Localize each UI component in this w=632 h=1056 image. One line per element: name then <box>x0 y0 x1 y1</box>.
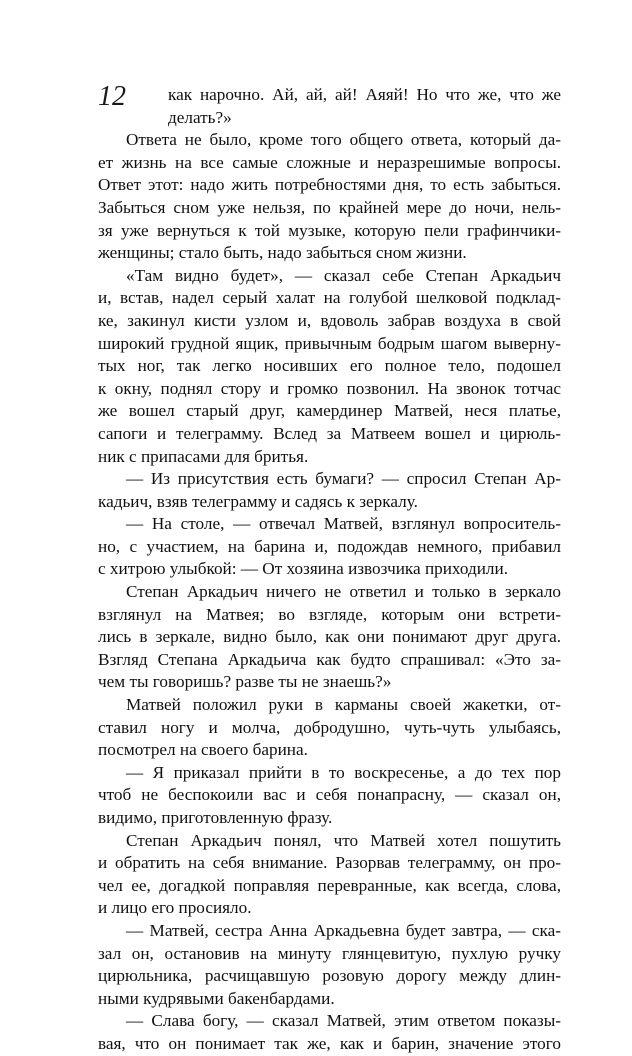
text-line: кадьич, взяв телеграмму и садясь к зеркалу. <box>98 491 418 511</box>
text-line: чел ее, догадкой поправляя перевранные, как всегда, слова, <box>98 875 561 895</box>
text-line: и лицо его просияло. <box>98 898 252 918</box>
text-line: ник с припасами для бритья. <box>98 446 309 466</box>
text-line: — Из присутствия есть бумаги? — спросил Степан Ар- <box>126 469 561 489</box>
text-line: же вошел старый друг, камердинер Матвей, неся платье, <box>98 401 561 421</box>
text-line: Ответа не было, кроме того общего ответа, который да- <box>126 130 561 150</box>
text-line: видимо, приготовленную фразу. <box>98 808 333 827</box>
text-line: — Матвей, сестра Анна Аркадьевна будет завтра, — ска- <box>126 920 561 940</box>
text-line: ке, закинул кисти узлом и, вдоволь забрав воздуха в свой <box>98 310 561 330</box>
text-line: ставил ногу и молча, добродушно, чуть-чуть улыбаясь, <box>98 717 561 737</box>
text-line: — Слава богу, — сказал Матвей, этим ответом показы- <box>126 1011 561 1031</box>
text-line: как нарочно. Ай, ай, ай! Аяяй! Но что же, что же <box>168 85 561 104</box>
text-line: взглянул на Матвея; во взгляде, которым они встрети- <box>98 604 561 624</box>
text-line: Матвей положил руки в карманы своей жакетки, от- <box>126 695 561 715</box>
text-line: ет жизнь на все самые сложные и неразрешимые вопросы. <box>98 152 561 172</box>
text-line: — Я приказал прийти в то воскресенье, а до тех пор <box>126 762 561 782</box>
text-line: ными кудрявыми бакенбардами. <box>98 988 335 1008</box>
text-line: чтоб не беспокоили вас и себя понапрасну, — сказал он, <box>98 785 561 805</box>
text-line: — На столе, — отвечал Матвей, взглянул вопроситель- <box>126 514 561 534</box>
text-line: сапоги и телеграмму. Вслед за Матвеем вошел и цирюль- <box>98 423 561 443</box>
page-number: 12 <box>98 81 126 112</box>
text-line: Взгляд Степана Аркадьича как будто спрашивал: «Это за- <box>98 649 561 669</box>
text-line: но, с участием, на барина и, подождав немного, прибавил <box>98 536 561 556</box>
text-line: Забыться сном уже нельзя, по крайней мере до ночи, нель- <box>98 197 561 217</box>
text-line: к окну, поднял стору и громко позвонил. На звонок тотчас <box>98 378 561 398</box>
text-line: лись в зеркале, видно было, как они понимают друг друга. <box>98 627 561 647</box>
text-line: посмотрел на своего барина. <box>98 740 308 760</box>
text-line: и обратить на себя внимание. Разорвав телеграмму, он про- <box>98 853 561 873</box>
text-line: зал он, остановив на минуту глянцевитую, пухлую ручку <box>98 943 561 963</box>
text-line: чем ты говоришь? разве ты не знаешь?» <box>98 672 392 692</box>
text-line: зя уже вернуться к той музыке, которую пели графинчики- <box>98 220 561 240</box>
text-line: тых ног, так легко носивших его полное тело, подошел <box>98 356 561 376</box>
body-text <box>98 81 561 1056</box>
text-line: женщины; стало быть, надо забыться сном жизни. <box>98 243 467 263</box>
text-line: делать?» <box>168 107 232 127</box>
text-line: «Там видно будет», — сказал себе Степан Аркадьич <box>126 265 561 285</box>
text-line: Степан Аркадьич понял, что Матвей хотел пошутить <box>126 830 561 850</box>
text-line: с хитрою улыбкой: — От хозяина извозчика приходили. <box>98 559 508 579</box>
text-line: вая, что он понимает так же, как и барин, значение этого <box>98 1033 561 1053</box>
text-line: широкий грудной ящик, привычным бодрым шагом выверну- <box>98 333 561 353</box>
text-line: и, встав, надел серый халат на голубой шелковой подклад- <box>98 288 561 308</box>
text-line: цирюльника, расчищавшую розовую дорогу между длин- <box>98 966 561 986</box>
text-line: Ответ этот: надо жить потребностями дня, то есть забыться. <box>98 175 561 195</box>
text-line: Степан Аркадьич ничего не ответил и только в зеркало <box>126 582 561 602</box>
